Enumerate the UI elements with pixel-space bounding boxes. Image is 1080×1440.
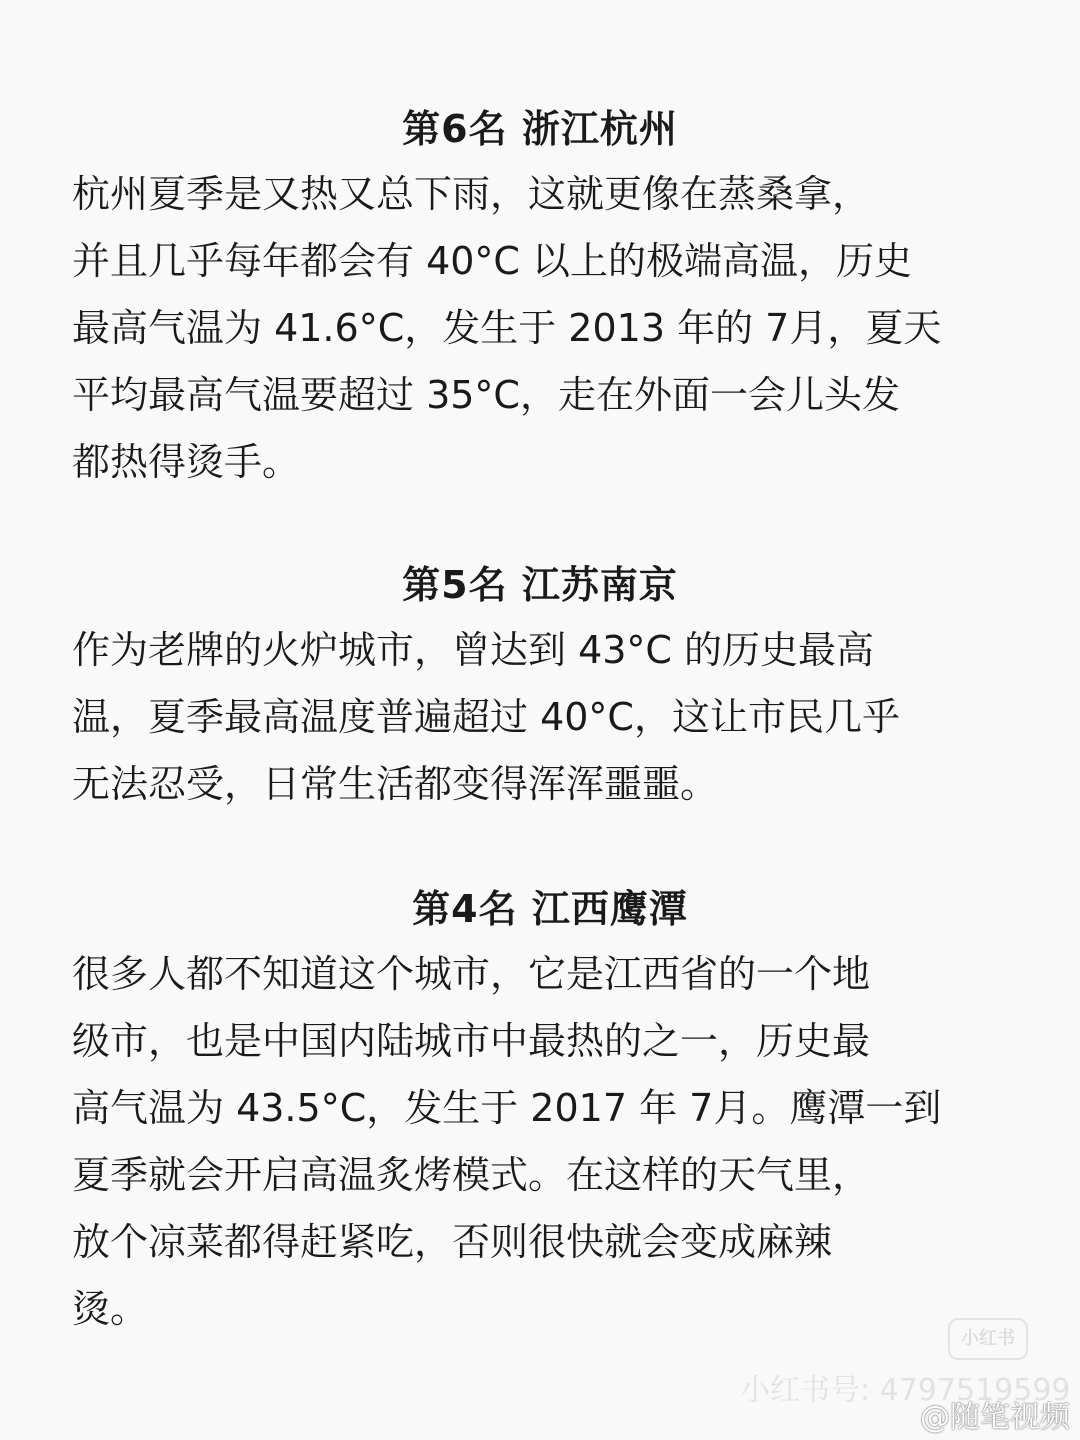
paragraph-line: 很多人都不知道这个城市，它是江西省的一个地 bbox=[72, 952, 871, 996]
paragraph-line: 都热得烫手。 bbox=[72, 440, 301, 484]
paragraph-line: 杭州夏季是又热又总下雨，这就更像在蒸桑拿， bbox=[72, 172, 871, 216]
section-paragraph bbox=[72, 941, 1022, 1343]
paragraph-line: 放个凉菜都得赶紧吃，否则很快就会变成麻辣 bbox=[72, 1220, 833, 1264]
section-heading: 第5名 江苏南京 bbox=[402, 563, 678, 607]
paragraph-line: 作为老牌的火炉城市，曾达到 43°C 的历史最高 bbox=[72, 628, 875, 672]
paragraph-line: 夏季就会开启高温炙烤模式。在这样的天气里， bbox=[72, 1153, 871, 1197]
paragraph-line: 平均最高气温要超过 35°C，走在外面一会儿头发 bbox=[72, 373, 900, 417]
paragraph-line: 烫。 bbox=[72, 1287, 149, 1331]
rank-5-section bbox=[0, 553, 1080, 818]
section-heading: 第6名 浙江杭州 bbox=[402, 107, 678, 151]
xiaohongshu-id-watermark: 小红书号: 4797519599 bbox=[740, 1373, 1071, 1408]
source-watermark: @随笔视频 bbox=[920, 1400, 1070, 1435]
paragraph-line: 级市，也是中国内陆城市中最热的之一，历史最 bbox=[72, 1019, 871, 1063]
paragraph-line: 高气温为 43.5°C，发生于 2017 年 7月。鹰潭一到 bbox=[72, 1086, 942, 1130]
rank-4-section bbox=[0, 877, 1080, 1343]
paragraph-line: 并且几乎每年都会有 40°C 以上的极端高温，历史 bbox=[72, 239, 913, 283]
paragraph-line: 无法忍受，日常生活都变得浑浑噩噩。 bbox=[72, 762, 719, 806]
section-heading: 第4名 江西鹰潭 bbox=[412, 887, 688, 931]
paragraph-line: 最高气温为 41.6°C，发生于 2013 年的 7月，夏天 bbox=[72, 306, 942, 350]
xiaohongshu-watermark-logo: 小红书 bbox=[948, 1318, 1028, 1360]
section-paragraph bbox=[72, 161, 1022, 496]
paragraph-line: 温，夏季最高温度普遍超过 40°C，这让市民几乎 bbox=[72, 695, 900, 739]
rank-6-section bbox=[0, 97, 1080, 496]
section-paragraph bbox=[72, 617, 1022, 818]
